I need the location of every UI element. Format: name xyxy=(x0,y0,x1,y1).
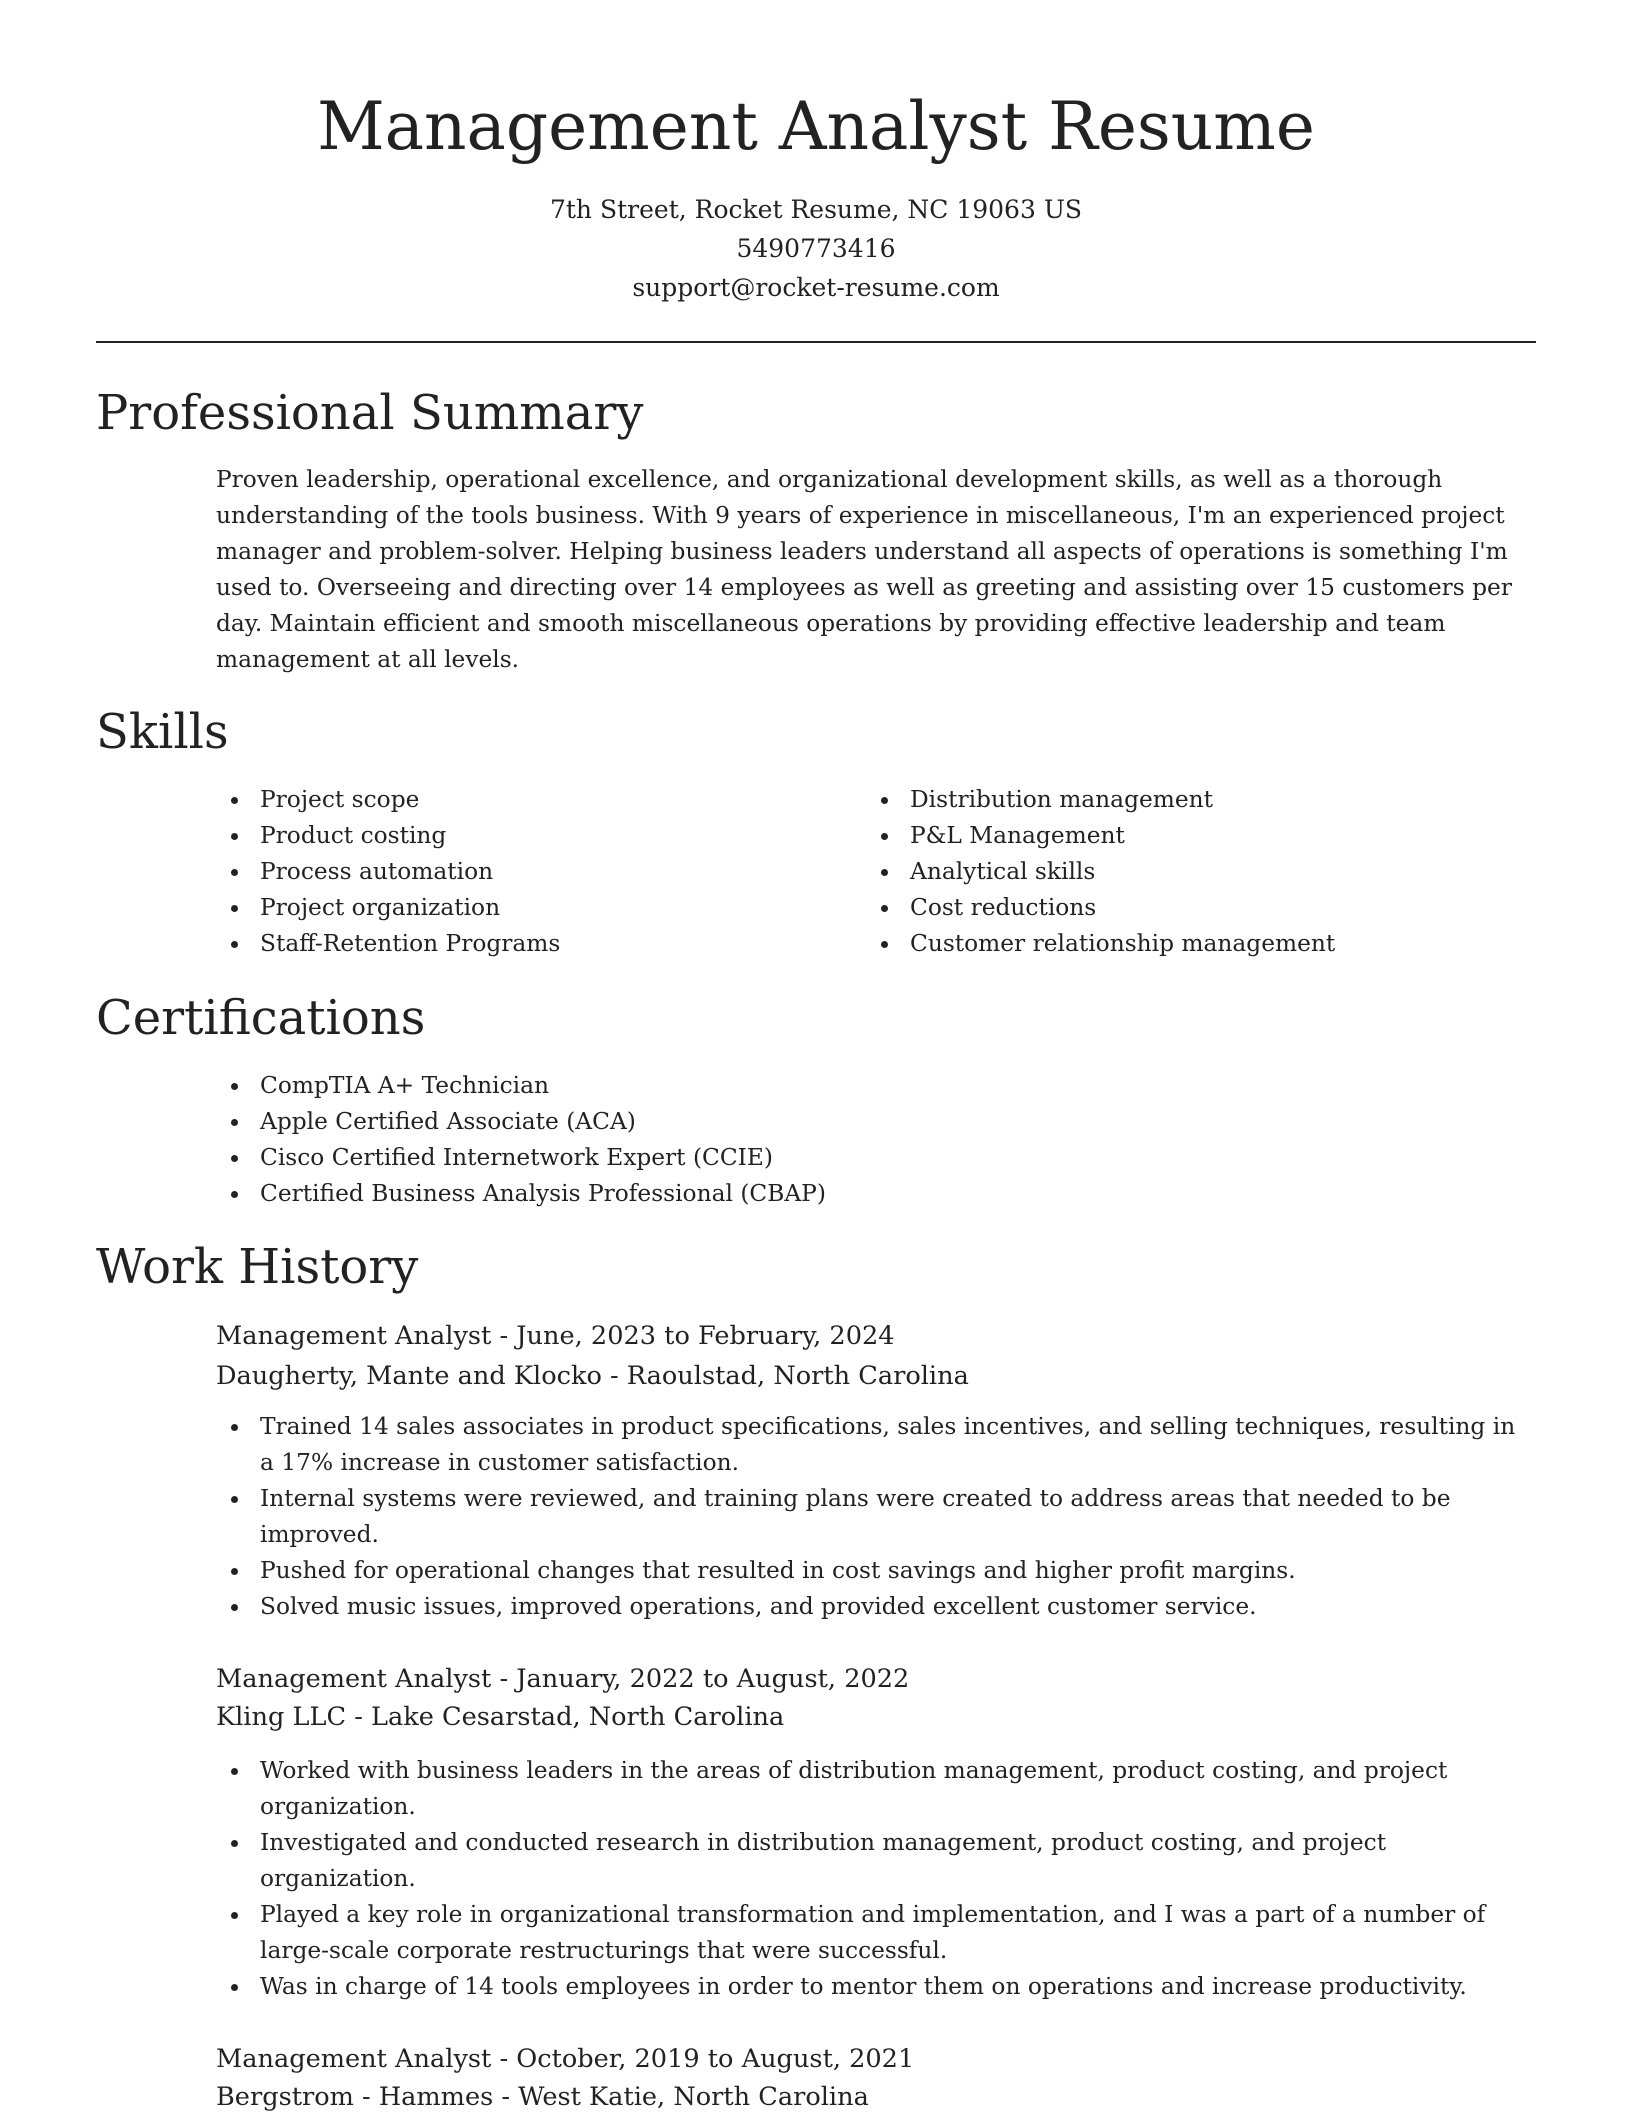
job-company-line: Kling LLC - Lake Cesarstad, North Carolina xyxy=(216,1702,785,1732)
summary-text: Proven leadership, operational excellence, and organizational development skills, as well as a thorough understanding of the tools business. With 9 years of experience in miscellaneous, I'm an experienced project manager and problem-solver. Helping business leaders understand all aspects of operations is something I'm used to. Overseeing and directing over 14 employees as well as greeting and assisting over 15 customers per day. Maintain efficient and smooth miscellaneous operations by providing effective leadership and team management at all levels. xyxy=(216,466,1512,673)
contact-phone: 5490773416 xyxy=(736,234,896,263)
skill-item: Product costing xyxy=(216,818,856,854)
resume-title: Management Analyst Resume xyxy=(317,88,1315,165)
job-bullet: Pushed for operational changes that resulted in cost savings and higher profit margins. xyxy=(216,1553,1536,1589)
job-bullet: Trained 14 sales associates in product specifications, sales incentives, and selling techniques, resulting in a 17% increase in customer satisfaction. xyxy=(216,1409,1536,1481)
job-bullets xyxy=(216,1409,1536,1625)
job-bullet: Was in charge of 14 tools employees in order to mentor them on operations and increase productivity. xyxy=(216,1969,1536,2005)
header-divider xyxy=(96,341,1536,343)
job-bullets xyxy=(216,1753,1536,2005)
job-company-line: Daugherty, Mante and Klocko - Raoulstad, North Carolina xyxy=(216,1361,969,1391)
job-bullet: Solved music issues, improved operations, and provided excellent customer service. xyxy=(216,1589,1536,1625)
work-history-heading: Work History xyxy=(96,1239,419,1295)
skill-item: Project scope xyxy=(216,782,856,818)
skill-item: Analytical skills xyxy=(866,854,1536,890)
contact-block xyxy=(0,190,1632,307)
contact-address: 7th Street, Rocket Resume, NC 19063 US xyxy=(549,195,1083,224)
certifications-heading: Certifications xyxy=(96,990,426,1046)
certification-item: Apple Certified Associate (ACA) xyxy=(216,1104,1536,1140)
skills-list-left xyxy=(216,782,856,962)
job-company-line: Bergstrom - Hammes - West Katie, North Carolina xyxy=(216,2082,869,2112)
skill-item: P&L Management xyxy=(866,818,1536,854)
certification-item: CompTIA A+ Technician xyxy=(216,1068,1536,1104)
skill-item: Staff-Retention Programs xyxy=(216,926,856,962)
certification-item: Cisco Certified Internetwork Expert (CCIE) xyxy=(216,1140,1536,1176)
job-bullet: Worked with business leaders in the areas of distribution management, product costing, and project organization. xyxy=(216,1753,1536,1825)
skill-item: Process automation xyxy=(216,854,856,890)
job-bullet: Played a key role in organizational transformation and implementation, and I was a part of a number of large-scale corporate restructurings that were successful. xyxy=(216,1897,1536,1969)
certifications-list xyxy=(216,1068,1536,1212)
contact-email: support@rocket-resume.com xyxy=(632,273,1000,302)
job-bullet: Internal systems were reviewed, and training plans were created to address areas that needed to be improved. xyxy=(216,1481,1536,1553)
skill-item: Distribution management xyxy=(866,782,1536,818)
skills-list-right xyxy=(866,782,1536,962)
skill-item: Customer relationship management xyxy=(866,926,1536,962)
job-title-line: Management Analyst - June, 2023 to February, 2024 xyxy=(216,1321,895,1351)
summary-heading: Professional Summary xyxy=(96,385,644,441)
job-title-line: Management Analyst - January, 2022 to August, 2022 xyxy=(216,1664,910,1694)
skills-heading: Skills xyxy=(96,704,229,760)
skill-item: Project organization xyxy=(216,890,856,926)
certification-item: Certified Business Analysis Professional (CBAP) xyxy=(216,1176,1536,1212)
job-title-line: Management Analyst - October, 2019 to August, 2021 xyxy=(216,2044,915,2074)
skill-item: Cost reductions xyxy=(866,890,1536,926)
job-bullet: Investigated and conducted research in distribution management, product costing, and project organization. xyxy=(216,1825,1536,1897)
